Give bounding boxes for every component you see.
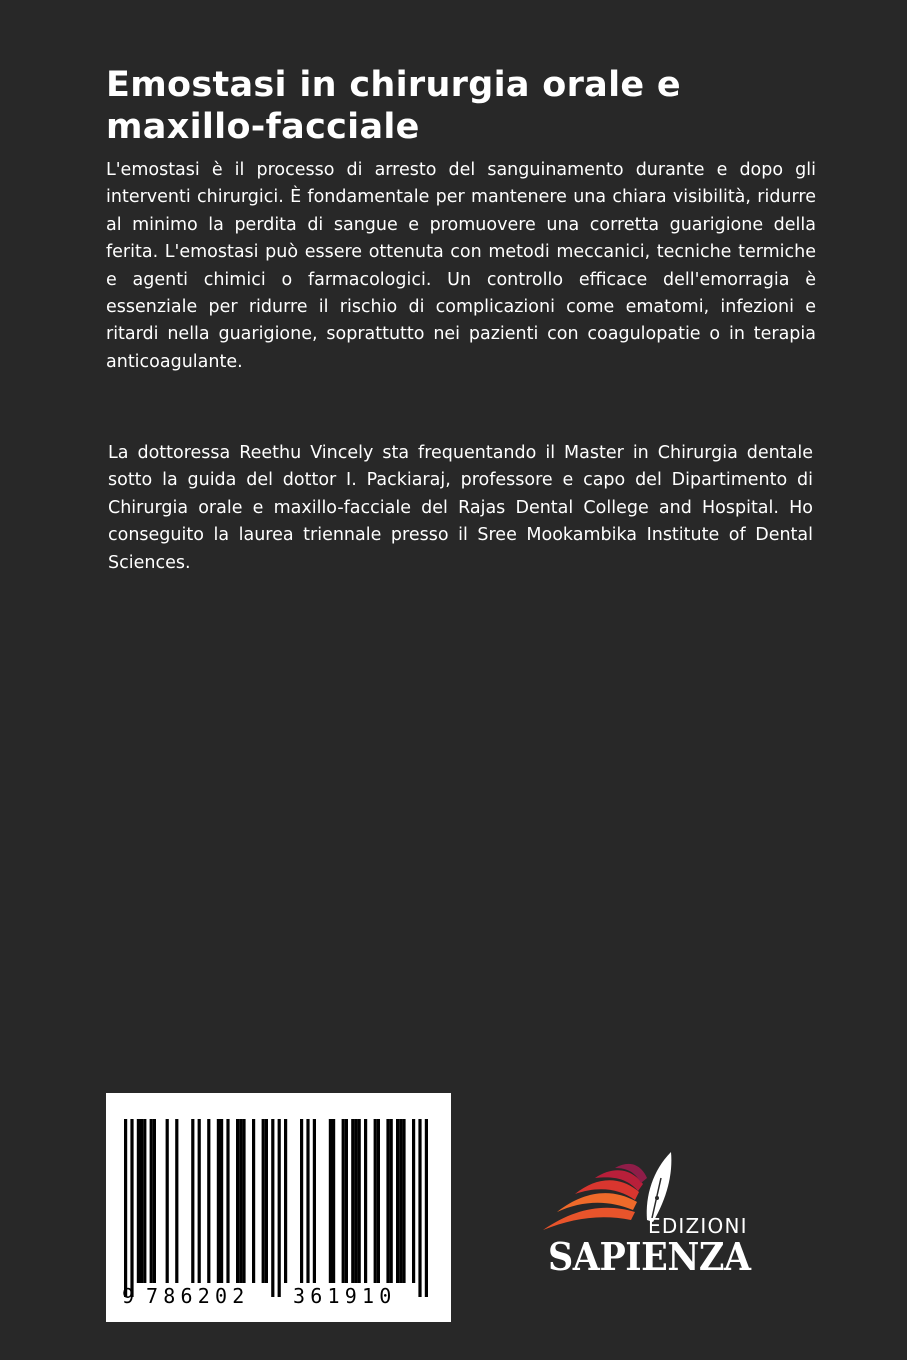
barcode-bar <box>124 1119 127 1297</box>
barcode-bar <box>332 1119 335 1283</box>
barcode-bar <box>358 1119 361 1283</box>
barcode-bar <box>306 1119 309 1283</box>
barcode-digits-left: 786202 <box>146 1284 250 1308</box>
barcode-bar <box>217 1119 220 1283</box>
barcode-bar <box>140 1119 143 1283</box>
barcode-bar <box>198 1119 201 1283</box>
barcode-bar <box>386 1119 389 1283</box>
barcode-bar <box>130 1119 133 1297</box>
barcode-bar <box>364 1119 367 1283</box>
barcode-bar <box>377 1119 380 1283</box>
barcode-bar <box>399 1119 402 1283</box>
barcode-bar <box>166 1119 169 1283</box>
barcode-bar <box>402 1119 405 1283</box>
barcode-bar <box>262 1119 265 1283</box>
barcode-digits-right: 361910 <box>293 1284 397 1308</box>
barcode-bar <box>374 1119 377 1283</box>
barcode-bar <box>207 1119 210 1283</box>
barcode-bar <box>239 1119 242 1283</box>
barcode-bar <box>390 1119 393 1283</box>
barcode-bar <box>418 1119 421 1297</box>
barcode-bar <box>265 1119 268 1283</box>
barcode-bar <box>313 1119 316 1283</box>
barcode-bar <box>412 1119 415 1283</box>
barcode-bar <box>342 1119 345 1283</box>
barcode-bar <box>345 1119 348 1283</box>
barcode-bar <box>137 1119 140 1283</box>
barcode-bar <box>396 1119 399 1283</box>
book-title: Emostasi in chirurgia orale e maxillo-facciale <box>106 65 681 147</box>
barcode-bar <box>329 1119 332 1283</box>
isbn-barcode <box>106 1093 451 1322</box>
barcode-bar <box>236 1119 239 1283</box>
barcode-bar <box>284 1119 287 1283</box>
barcode-bar <box>150 1119 153 1283</box>
barcode-bar <box>425 1119 428 1297</box>
barcode-bar <box>300 1119 303 1283</box>
barcode-bar <box>220 1119 223 1283</box>
barcode-bar <box>351 1119 354 1283</box>
barcode-bar <box>175 1119 178 1283</box>
barcode-digit-prefix: 9 <box>122 1284 135 1308</box>
book-description: L'emostasi è il processo di arresto del sanguinamento durante e dopo gli interventi chirurgici. È fondamentale per mantenere una chiara visibilità, ridurre al minimo la perdita di sangue e promuovere una corretta guarigione della ferita. L'emostasi può essere ottenuta con metodi meccanici, tecniche termiche e agenti chimici o farmacologici. Un controllo efficace dell'emorragia è essenziale per ridurre il rischio di complicazioni come ematomi, infezioni e ritardi nella guarigione, soprattutto nei pazienti con coagulopatie o in terapia anticoagulante. <box>106 160 816 372</box>
publisher-name-line2: SAPIENZA <box>548 1234 751 1279</box>
author-bio: La dottoressa Reethu Vincely sta frequentando il Master in Chirurgia dentale sotto la guida del dottor I. Packiaraj, professore e capo del Dipartimento di Chirurgia orale e maxillo-facciale del Rajas Dental College and Hospital. Ho conseguito la laurea triennale presso il Sree Mookambika Institute of Dental Sciences. <box>108 443 813 573</box>
barcode-bar <box>191 1119 194 1283</box>
barcode-bar <box>271 1119 274 1297</box>
barcode-bar <box>354 1119 357 1283</box>
barcode-bar <box>226 1119 229 1283</box>
barcode-bar <box>153 1119 156 1283</box>
barcode-bar <box>143 1119 146 1283</box>
barcode-bar <box>242 1119 245 1283</box>
publisher-name-line1: EDIZIONI <box>648 1214 748 1238</box>
barcode-bar <box>278 1119 281 1297</box>
barcode-bar <box>252 1119 255 1283</box>
barcode-bars <box>124 1119 428 1297</box>
